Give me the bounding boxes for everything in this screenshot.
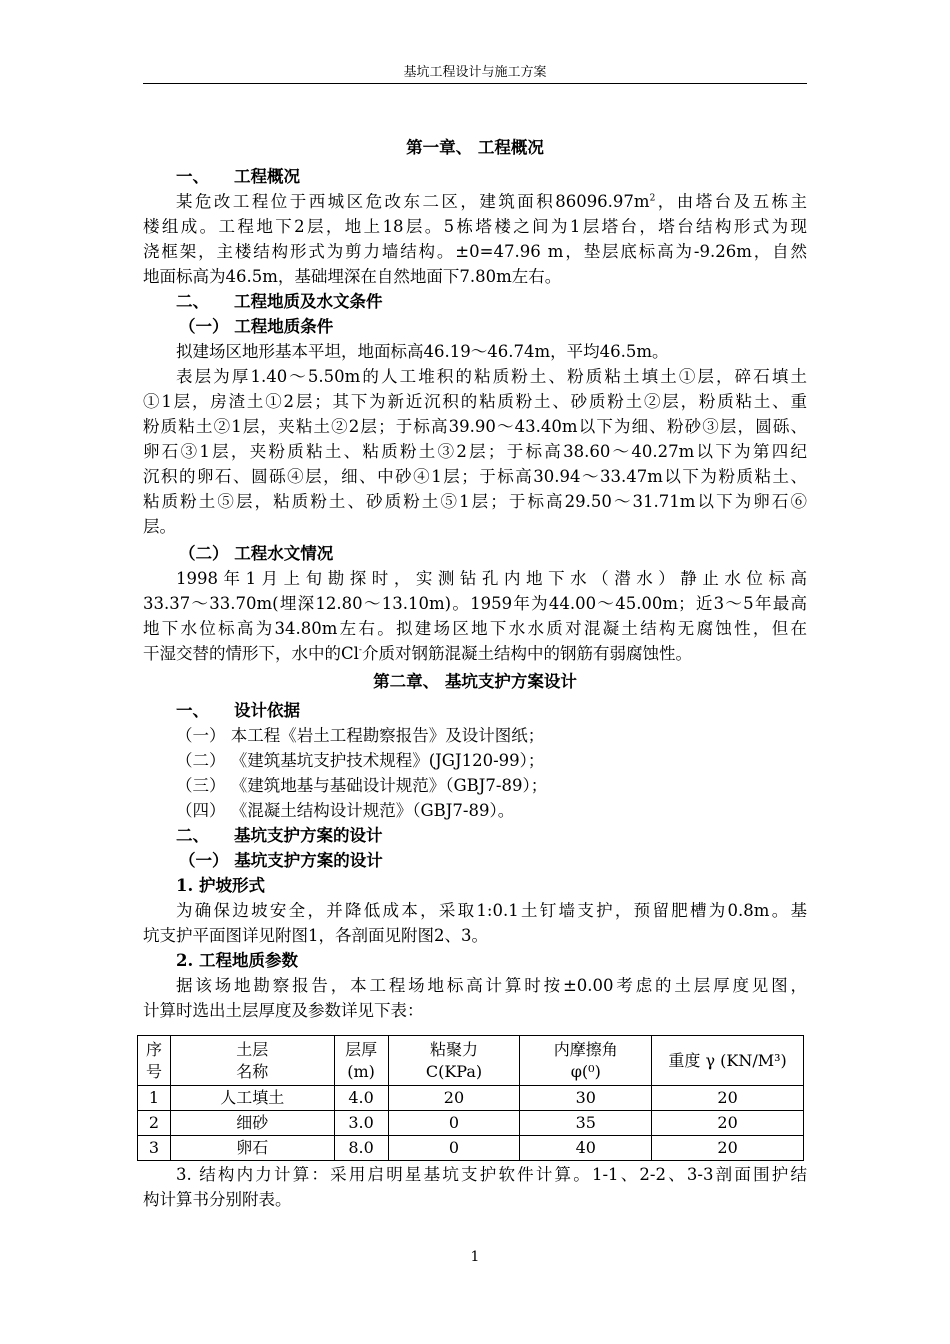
- document-body: [143, 132, 807, 1023]
- section-title: 基坑支护方案的设计: [234, 826, 383, 845]
- paragraph-line: ①1层，房渣土①2层；其下为新近沉积的粘质粉土、砂质粉土②层，粉质粘土、重: [143, 392, 807, 411]
- chapter-1-title: 第一章、 工程概况: [406, 138, 544, 157]
- table-cell: 40: [520, 1136, 652, 1161]
- table-cell: 20: [652, 1111, 804, 1136]
- section-1-heading: [143, 698, 807, 723]
- section-number: 二、: [176, 826, 209, 845]
- item-heading: 2. 工程地质参数: [176, 951, 298, 970]
- reference-item: （四） 《混凝土结构设计规范》（GBJ7-89）。: [176, 801, 515, 820]
- paragraph-line: 计算时选出土层厚度及参数详见下表：: [143, 1001, 424, 1020]
- paragraph-line: 沉积的卵石、圆砾④层，细、中砂④1层；于标高30.94～33.47m以下为粉质粘土、: [143, 467, 807, 486]
- table-cell: 30: [520, 1086, 652, 1111]
- header-cell-thickness: 层厚 (m): [334, 1036, 388, 1086]
- paragraph-line: 层。: [143, 517, 176, 536]
- paragraph-line: 33.37～33.70m(埋深12.80～13.10m)。1959年为44.00～45.00m；近3～5年最高: [143, 594, 807, 613]
- paragraph-line: 坑支护平面图详见附图1，各剖面见附图2、3。: [143, 926, 488, 945]
- section-2-heading: [143, 289, 807, 314]
- paragraph-line: 1998年1月上旬勘探时，实测钻孔内地下水（潜水）静止水位标高: [176, 569, 807, 588]
- header-divider: [143, 83, 807, 84]
- paragraph-line: 3. 结构内力计算：采用启明星基坑支护软件计算。1-1、2-2、3-3剖面围护结: [176, 1165, 807, 1184]
- table-cell: 3: [138, 1136, 171, 1161]
- header-cell-index: 序 号: [138, 1036, 171, 1086]
- paragraph-line: 构计算书分别附表。: [143, 1190, 292, 1209]
- paragraph-line: 据该场地勘察报告，本工程场地标高计算时按±0.00考虑的土层厚度见图，: [176, 976, 807, 995]
- section-number: 二、: [176, 292, 209, 311]
- paragraph-line: 为确保边坡安全，并降低成本，采取1:0.1土钉墙支护，预留肥槽为0.8m。基: [176, 901, 807, 920]
- paragraph-line: 卵石③1层，夹粉质粘土、粘质粉土③2层；于标高38.60～40.27m以下为第四纪: [143, 442, 807, 461]
- section-2-heading: [143, 823, 807, 848]
- subsection-heading: （二） 工程水文情况: [179, 544, 334, 563]
- paragraph-line: 表层为厚1.40～5.50m的人工堆积的粘质粉土、粉质粘土填土①层，碎石填土: [176, 367, 807, 386]
- table-cell: 20: [652, 1086, 804, 1111]
- paragraph-line: 某危改工程位于西城区危改东二区，建筑面积$86096.97m^2$，由塔台及五栋主: [176, 192, 807, 211]
- paragraph-line: 粘质粉土⑤层，粘质粉土、砂质粉土⑤1层；于标高29.50～31.71m以下为卵石⑥: [143, 492, 807, 511]
- soil-parameters-table: [137, 1035, 804, 1161]
- superscript: 2: [649, 193, 656, 204]
- table-cell: 35: [520, 1111, 652, 1136]
- reference-item: （二） 《建筑基坑支护技术规程》(JGJ120-99）；: [176, 751, 545, 770]
- page-header: 基坑工程设计与施工方案: [403, 65, 547, 80]
- reference-item: （一） 本工程《岩土工程勘察报告》及设计图纸；: [176, 726, 545, 745]
- paragraph-line: 地下水位标高为34.80m左右。拟建场区地下水水质对混凝土结构无腐蚀性，但在: [143, 619, 807, 638]
- table-cell: 0: [388, 1111, 520, 1136]
- subsection-heading: （一） 基坑支护方案的设计: [179, 851, 383, 870]
- reference-item: （三） 《建筑地基与基础设计规范》（GBJ7-89）；: [176, 776, 548, 795]
- table-cell: 卵石: [170, 1136, 334, 1161]
- section-number: 一、: [176, 701, 209, 720]
- table-row: [138, 1136, 804, 1161]
- paragraph-line: 拟建场区地形基本平坦，地面标高46.19～46.74m，平均46.5m。: [176, 342, 669, 361]
- table-cell: 20: [652, 1136, 804, 1161]
- table-cell: 8.0: [334, 1136, 388, 1161]
- header-cell-unit-weight: 重度 γ (KN/M³): [652, 1036, 804, 1086]
- page-number: 1: [470, 1249, 480, 1265]
- paragraph-line: 浇框架，主楼结构形式为剪力墙结构。±0=47.96 m，垫层底标高为-9.26m，自然: [143, 242, 807, 261]
- table-cell: 20: [388, 1086, 520, 1111]
- table-cell: 人工填土: [170, 1086, 334, 1111]
- table-cell: 4.0: [334, 1086, 388, 1111]
- chapter-2-title: 第二章、 基坑支护方案设计: [373, 672, 577, 691]
- table-cell: 细砂: [170, 1111, 334, 1136]
- section-title: 工程地质及水文条件: [234, 292, 383, 311]
- header-cell-cohesion: 粘聚力 C(KPa): [388, 1036, 520, 1086]
- table-header-row: [138, 1036, 804, 1086]
- subsection-heading: （一） 工程地质条件: [179, 317, 334, 336]
- header-cell-friction-angle: 内摩擦角 φ(⁰): [520, 1036, 652, 1086]
- table-row: [138, 1086, 804, 1111]
- section-number: 一、: [176, 167, 209, 186]
- table-cell: 2: [138, 1111, 171, 1136]
- paragraph-line: 干湿交替的情形下，水中的Cl-介质对钢筋混凝土结构中的钢筋有弱腐蚀性。: [143, 644, 692, 663]
- header-cell-layer: 土层 名称: [170, 1036, 334, 1086]
- section-title: 工程概况: [234, 167, 300, 186]
- table-cell: 0: [388, 1136, 520, 1161]
- paragraph-line: 粉质粘土②1层，夹粘土②2层；于标高39.90～43.40m以下为细、粉砂③层，圆砾、: [143, 417, 807, 436]
- section-title: 设计依据: [234, 701, 300, 720]
- item-heading: 1. 护坡形式: [176, 876, 265, 895]
- superscript: -: [358, 645, 362, 656]
- table-row: [138, 1111, 804, 1136]
- section-1-heading: [143, 164, 807, 189]
- table-cell: 3.0: [334, 1111, 388, 1136]
- paragraph-line: 楼组成。工程地下2层，地上18层。5栋塔楼之间为1层塔台，塔台结构形式为现: [143, 217, 807, 236]
- table-cell: 1: [138, 1086, 171, 1111]
- document-body-continued: [143, 1162, 807, 1212]
- paragraph-line: 地面标高为46.5m，基础埋深在自然地面下7.80m左右。: [143, 267, 562, 286]
